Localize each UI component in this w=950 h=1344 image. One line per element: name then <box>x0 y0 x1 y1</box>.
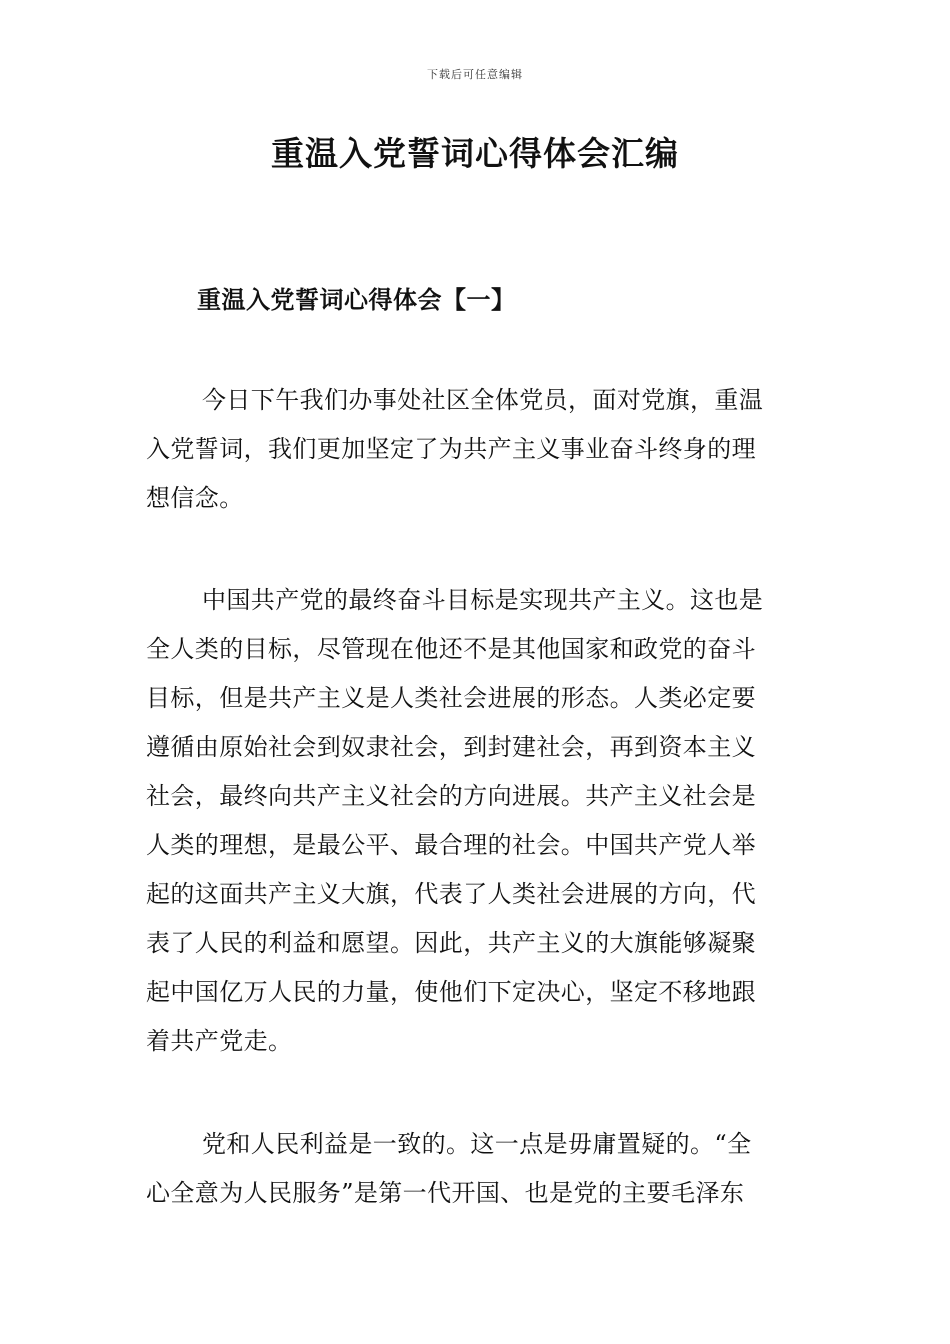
header-note: 下载后可任意编辑 <box>427 68 523 81</box>
document-title: 重温入党誓词心得体会汇编 <box>271 134 679 173</box>
section-heading: 重温入党誓词心得体会【一】 <box>197 285 516 314</box>
paragraph-line: 目标，但是共产主义是人类社会进展的形态。人类必定要 <box>146 684 756 712</box>
paragraph-line: 社会，最终向共产主义社会的方向进展。共产主义社会是 <box>146 782 756 810</box>
paragraph-line: 心全意为人民服务”是第一代开国、也是党的主要毛泽东 <box>146 1179 745 1207</box>
paragraph-line: 全人类的目标，尽管现在他还不是其他国家和政党的奋斗 <box>146 635 756 663</box>
paragraph-line: 今日下午我们办事处社区全体党员，面对党旗，重温 <box>202 386 764 414</box>
paragraph-line: 表了人民的利益和愿望。因此，共产主义的大旗能够凝聚 <box>146 929 756 957</box>
paragraph-line: 起的这面共产主义大旗，代表了人类社会进展的方向，代 <box>146 880 756 908</box>
paragraph-line: 起中国亿万人民的力量，使他们下定决心，坚定不移地跟 <box>146 978 756 1006</box>
paragraph-line: 中国共产党的最终奋斗目标是实现共产主义。这也是 <box>202 586 764 614</box>
paragraph-line: 着共产党走。 <box>146 1027 293 1055</box>
paragraph-line: 想信念。 <box>146 484 244 512</box>
paragraph-3 <box>146 1120 806 1218</box>
paragraph-line: 人类的理想，是最公平、最合理的社会。中国共产党人举 <box>146 831 756 859</box>
paragraph-line: 党和人民利益是一致的。这一点是毋庸置疑的。“全 <box>202 1130 752 1158</box>
paragraph-line: 入党誓词，我们更加坚定了为共产主义事业奋斗终身的理 <box>146 435 756 463</box>
paragraph-1 <box>146 376 806 523</box>
paragraph-2 <box>146 576 806 1066</box>
paragraph-line: 遵循由原始社会到奴隶社会，到封建社会，再到资本主义 <box>146 733 756 761</box>
